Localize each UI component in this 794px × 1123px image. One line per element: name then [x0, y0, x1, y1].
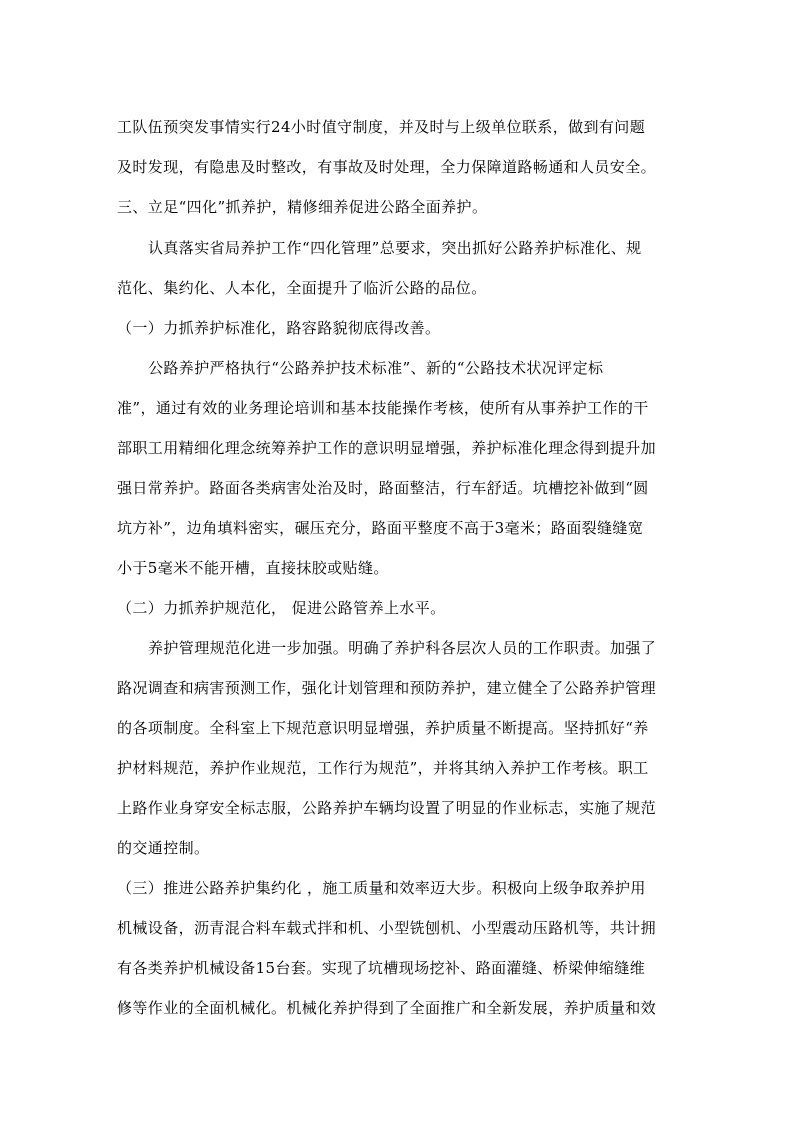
- text-line: 部职工用精细化理念统筹养护工作的意识明显增强，养护标准化理念得到提升加: [117, 439, 657, 457]
- text-line: 上路作业身穿安全标志服，公路养护车辆均设置了明显的作业标志，实施了规范: [117, 799, 657, 817]
- text-line: 的各项制度。全科室上下规范意识明显增强，养护质量不断提高。坚持抓好“养: [117, 719, 649, 737]
- text-line: 的交通控制。: [117, 839, 210, 857]
- text-line: 范化、集约化、人本化，全面提升了临沂公路的品位。: [117, 279, 487, 297]
- subsection-heading: （三）推进公路养护集约化 ，施工质量和效率迈大步。积极向上级争取养护用: [117, 879, 646, 897]
- text-line: 有各类养护机械设备15台套。实现了坑槽现场挖补、路面灌缝、桥梁伸缩缝维: [117, 959, 646, 977]
- text-line: 坑方补”，边角填料密实，碾压充分，路面平整度不高于3毫米；路面裂缝缝宽: [117, 519, 644, 537]
- text-line: 小于5毫米不能开槽，直接抹胶或贴缝。: [117, 559, 389, 577]
- text-line: 路况调查和病害预测工作，强化计划管理和预防养护，建立健全了公路养护管理: [117, 679, 657, 697]
- text-line: 工队伍预突发事情实行24小时值守制度，并及时与上级单位联系，做到有问题: [117, 118, 646, 136]
- text-line: 强日常养护。路面各类病害处治及时，路面整洁，行车舒适。坑槽挖补做到“圆: [117, 479, 649, 497]
- subsection-heading: （一）力抓养护标准化，路容路貌彻底得改善。: [117, 319, 441, 337]
- text-line: 及时发现，有隐患及时整改，有事故及时处理，全力保障道路畅通和人员安全。: [117, 158, 657, 176]
- text-line: 护材料规范，养护作业规范，工作行为规范”，并将其纳入养护工作考核。职工: [117, 759, 649, 777]
- text-line: 养护管理规范化进一步加强。明确了养护科各层次人员的工作职责。加强了: [148, 639, 657, 657]
- text-line: 准”，通过有效的业务理论培训和基本技能操作考核，使所有从事养护工作的干: [117, 399, 649, 417]
- text-line: 认真落实省局养护工作“四化管理”总要求，突出抓好公路养护标准化、规: [148, 239, 642, 257]
- subsection-heading: （二）力抓养护规范化， 促进公路管养上水平。: [117, 599, 446, 617]
- section-heading: 三、立足“四化”抓养护，精修细养促进公路全面养护。: [117, 198, 488, 216]
- text-line: 公路养护严格执行“公路养护技术标准”、新的“公路技术状况评定标: [148, 359, 604, 377]
- text-line: 机械设备，沥青混合料车载式拌和机、小型铣刨机、小型震动压路机等，共计拥: [117, 919, 657, 937]
- text-line: 修等作业的全面机械化。机械化养护得到了全面推广和全新发展，养护质量和效: [117, 999, 657, 1017]
